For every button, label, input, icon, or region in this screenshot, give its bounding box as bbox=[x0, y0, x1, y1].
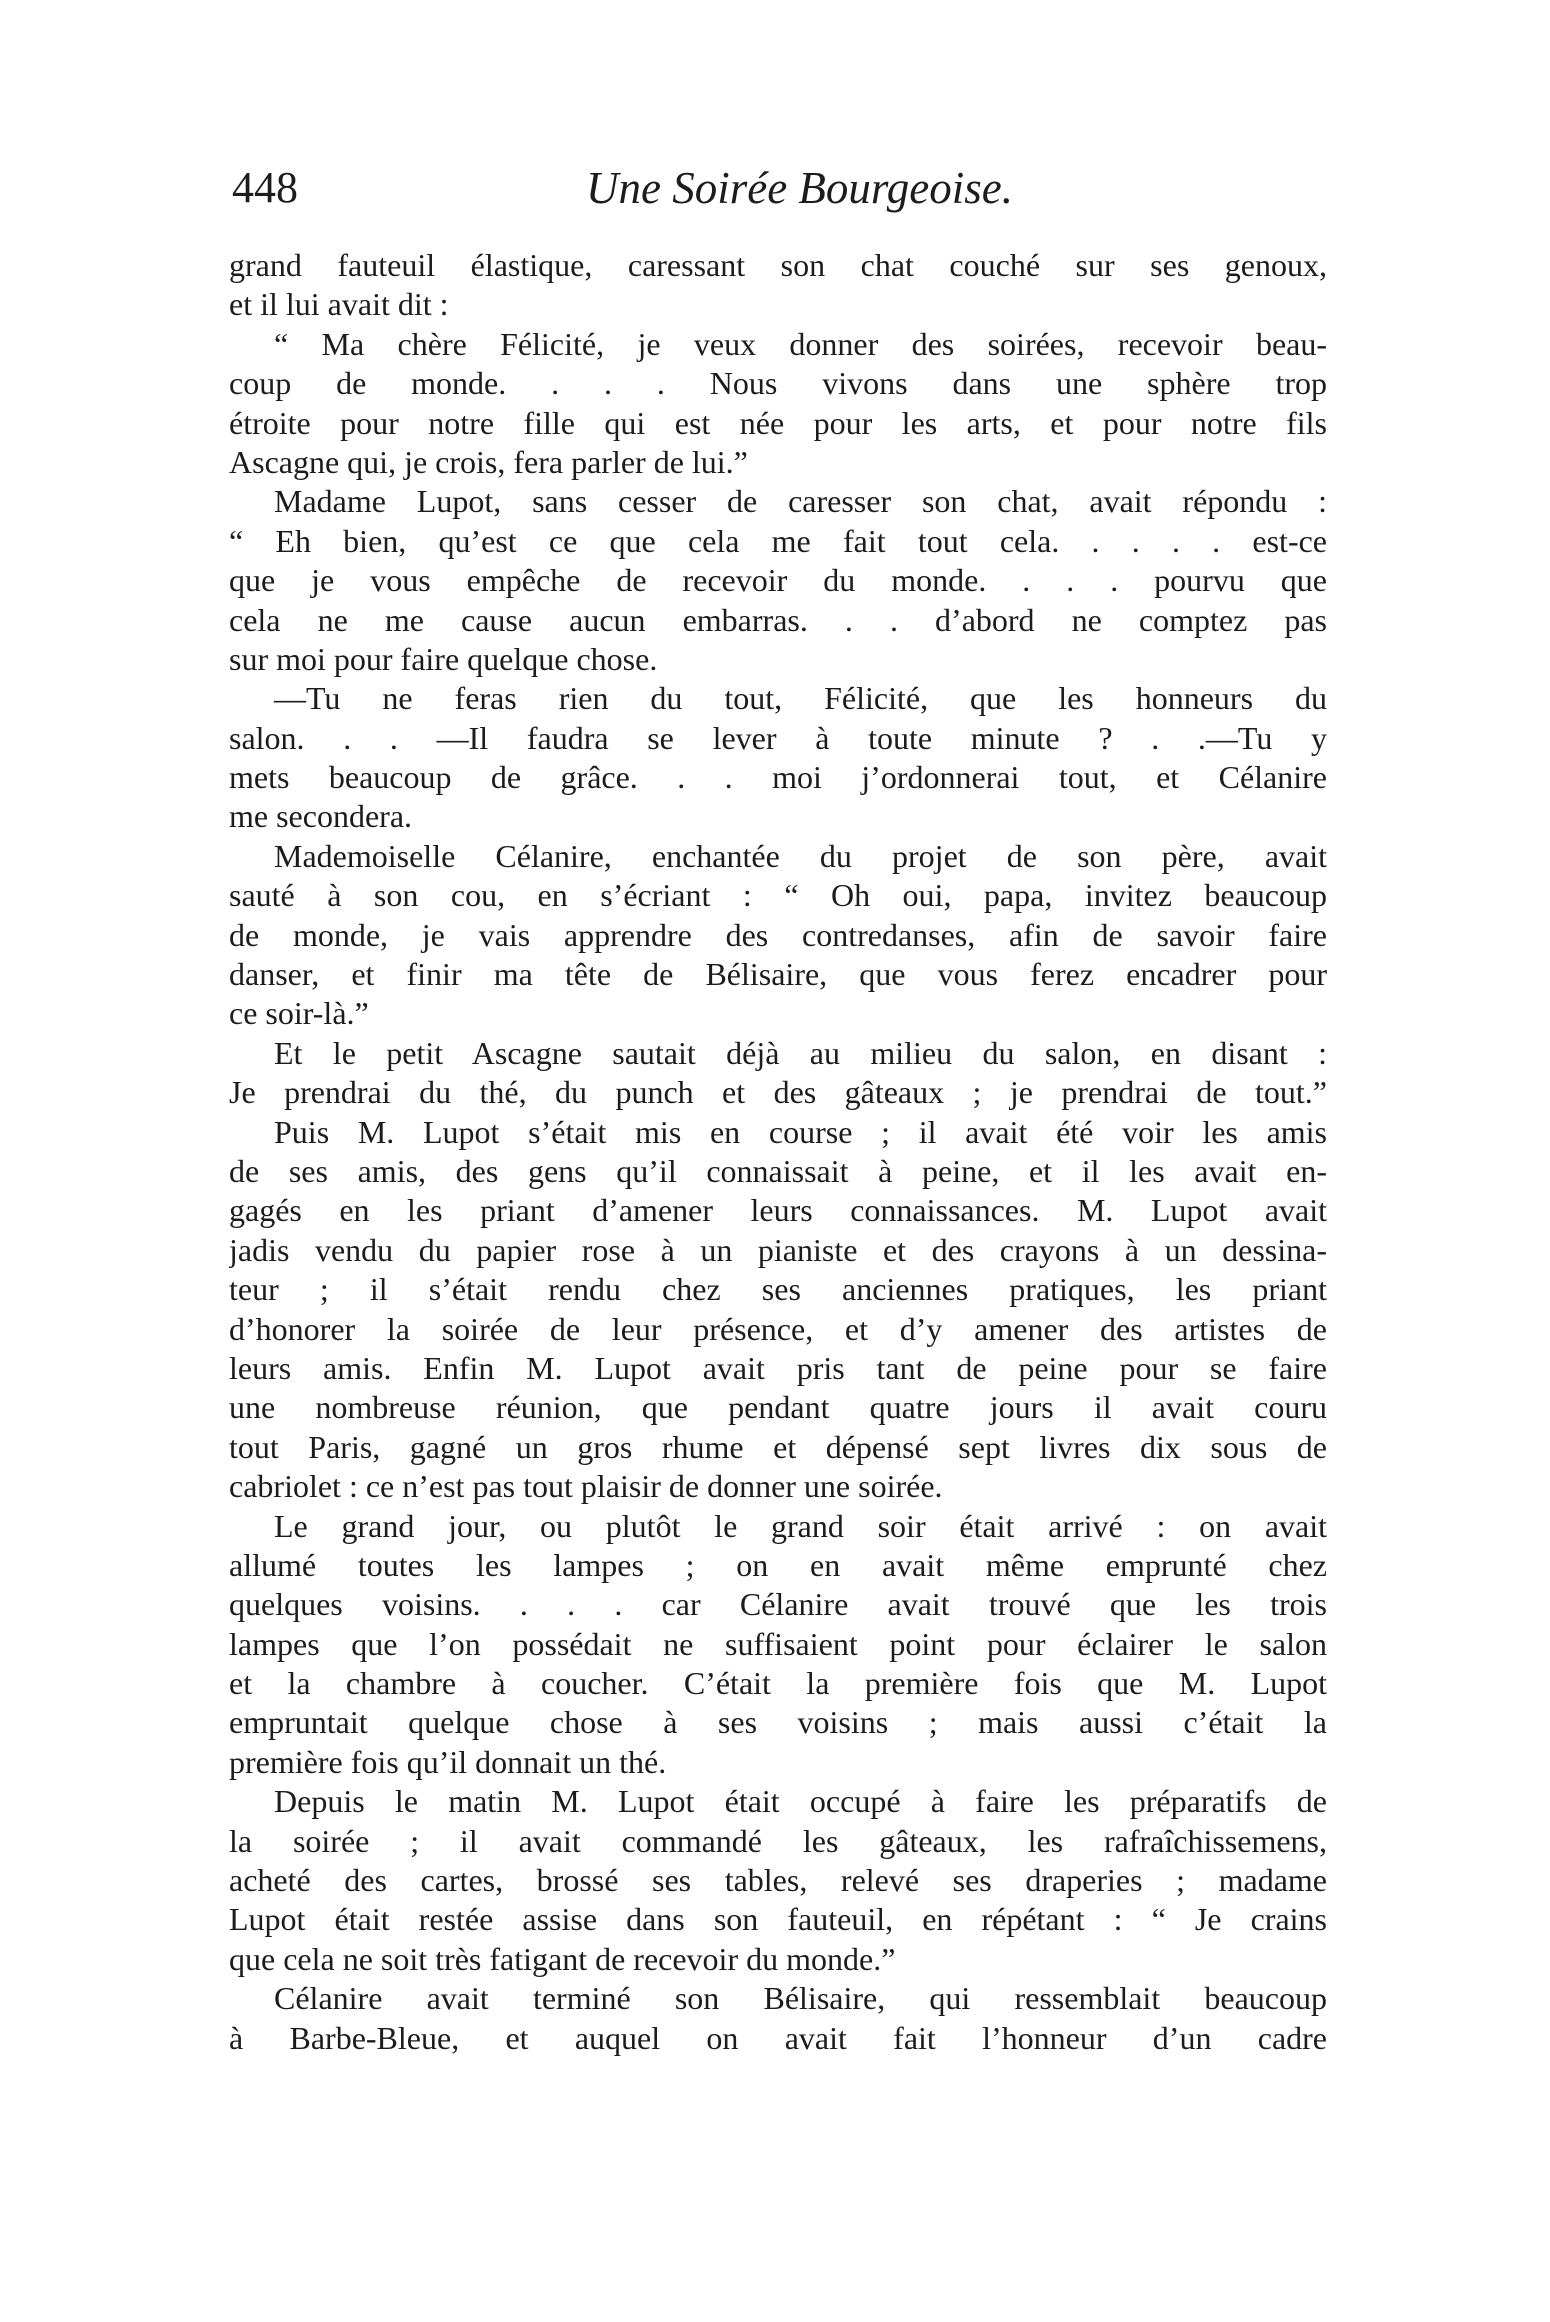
text-line: salon. . . —Il faudra se lever à toute minute ? . .—Tu y bbox=[229, 719, 1327, 756]
text-line: que cela ne soit très fatigant de recevoir du monde.” bbox=[229, 1940, 896, 1977]
text-line: de monde, je vais apprendre des contredanses, afin de savoir faire bbox=[229, 916, 1327, 953]
text-line: Mademoiselle Célanire, enchantée du projet de son père, avait bbox=[274, 837, 1327, 874]
text-line: empruntait quelque chose à ses voisins ; mais aussi c’était la bbox=[229, 1704, 1327, 1741]
text-line: “ Eh bien, qu’est ce que cela me fait tout cela. . . . . est-ce bbox=[229, 522, 1327, 559]
text-line: coup de monde. . . . Nous vivons dans une sphère trop bbox=[229, 365, 1327, 402]
text-line: me secondera. bbox=[229, 798, 413, 835]
text-line: Je prendrai du thé, du punch et des gâteaux ; je prendrai de tout.” bbox=[229, 1074, 1327, 1111]
text-line: “ Ma chère Félicité, je veux donner des soirées, recevoir beau- bbox=[274, 325, 1327, 362]
text-line: Et le petit Ascagne sautait déjà au milieu du salon, en disant : bbox=[274, 1034, 1327, 1071]
text-line: Puis M. Lupot s’était mis en course ; il avait été voir les amis bbox=[274, 1113, 1327, 1150]
text-line: sur moi pour faire quelque chose. bbox=[229, 640, 658, 677]
text-line: grand fauteuil élastique, caressant son chat couché sur ses genoux, bbox=[229, 247, 1327, 283]
page-number: 448 bbox=[232, 163, 298, 212]
text-line: à Barbe-Bleue, et auquel on avait fait l’honneur d’un cadre bbox=[229, 2019, 1327, 2056]
text-line: quelques voisins. . . . car Célanire avait trouvé que les trois bbox=[229, 1586, 1327, 1623]
text-line: jadis vendu du papier rose à un pianiste et des crayons à un dessina- bbox=[229, 1231, 1327, 1268]
text-line: lampes que l’on possédait ne suffisaient point pour éclairer le salon bbox=[229, 1625, 1327, 1662]
body-text bbox=[229, 246, 1327, 2058]
text-line: Lupot était restée assise dans son fauteuil, en répétant : “ Je crains bbox=[229, 1901, 1327, 1938]
text-line: allumé toutes les lampes ; on en avait même emprunté chez bbox=[229, 1546, 1327, 1583]
text-line: première fois qu’il donnait un thé. bbox=[229, 1743, 667, 1780]
text-line: et il lui avait dit : bbox=[229, 286, 449, 323]
text-line: étroite pour notre fille qui est née pour les arts, et pour notre fils bbox=[229, 404, 1327, 441]
text-line: tout Paris, gagné un gros rhume et dépensé sept livres dix sous de bbox=[229, 1428, 1327, 1465]
text-line: que je vous empêche de recevoir du monde. . . . pourvu que bbox=[229, 562, 1327, 599]
text-line: acheté des cartes, brossé ses tables, relevé ses draperies ; madame bbox=[229, 1862, 1327, 1899]
text-line: cela ne me cause aucun embarras. . . d’abord ne comptez pas bbox=[229, 601, 1327, 638]
text-line: danser, et finir ma tête de Bélisaire, que vous ferez encadrer pour bbox=[229, 956, 1327, 993]
text-line: Depuis le matin M. Lupot était occupé à faire les préparatifs de bbox=[274, 1783, 1327, 1820]
text-line: sauté à son cou, en s’écriant : “ Oh oui, papa, invitez beaucoup bbox=[229, 877, 1327, 914]
text-line: ce soir-là.” bbox=[229, 995, 369, 1032]
text-line: d’honorer la soirée de leur présence, et d’y amener des artistes de bbox=[229, 1310, 1327, 1347]
text-line: cabriolet : ce n’est pas tout plaisir de donner une soirée. bbox=[229, 1468, 943, 1505]
text-line: une nombreuse réunion, que pendant quatre jours il avait couru bbox=[229, 1389, 1327, 1426]
text-line: Ascagne qui, je crois, fera parler de lui.” bbox=[229, 443, 748, 480]
text-line: gagés en les priant d’amener leurs connaissances. M. Lupot avait bbox=[229, 1192, 1327, 1229]
running-title: Une Soirée Bourgeoise. bbox=[586, 163, 1013, 213]
text-line: —Tu ne feras rien du tout, Félicité, que les honneurs du bbox=[274, 680, 1327, 717]
text-line: et la chambre à coucher. C’était la première fois que M. Lupot bbox=[229, 1665, 1327, 1702]
text-line: de ses amis, des gens qu’il connaissait à peine, et il les avait en- bbox=[229, 1152, 1327, 1189]
text-line: Célanire avait terminé son Bélisaire, qui ressemblait beaucoup bbox=[274, 1980, 1327, 2017]
text-line: mets beaucoup de grâce. . . moi j’ordonnerai tout, et Célanire bbox=[229, 759, 1327, 796]
text-line: la soirée ; il avait commandé les gâteaux, les rafraîchissemens, bbox=[229, 1822, 1327, 1859]
text-line: Le grand jour, ou plutôt le grand soir était arrivé : on avait bbox=[274, 1507, 1327, 1544]
page-header bbox=[232, 158, 1332, 218]
text-line: teur ; il s’était rendu chez ses anciennes pratiques, les priant bbox=[229, 1271, 1327, 1308]
text-line: Madame Lupot, sans cesser de caresser son chat, avait répondu : bbox=[274, 483, 1327, 520]
text-line: leurs amis. Enfin M. Lupot avait pris tant de peine pour se faire bbox=[229, 1349, 1327, 1386]
